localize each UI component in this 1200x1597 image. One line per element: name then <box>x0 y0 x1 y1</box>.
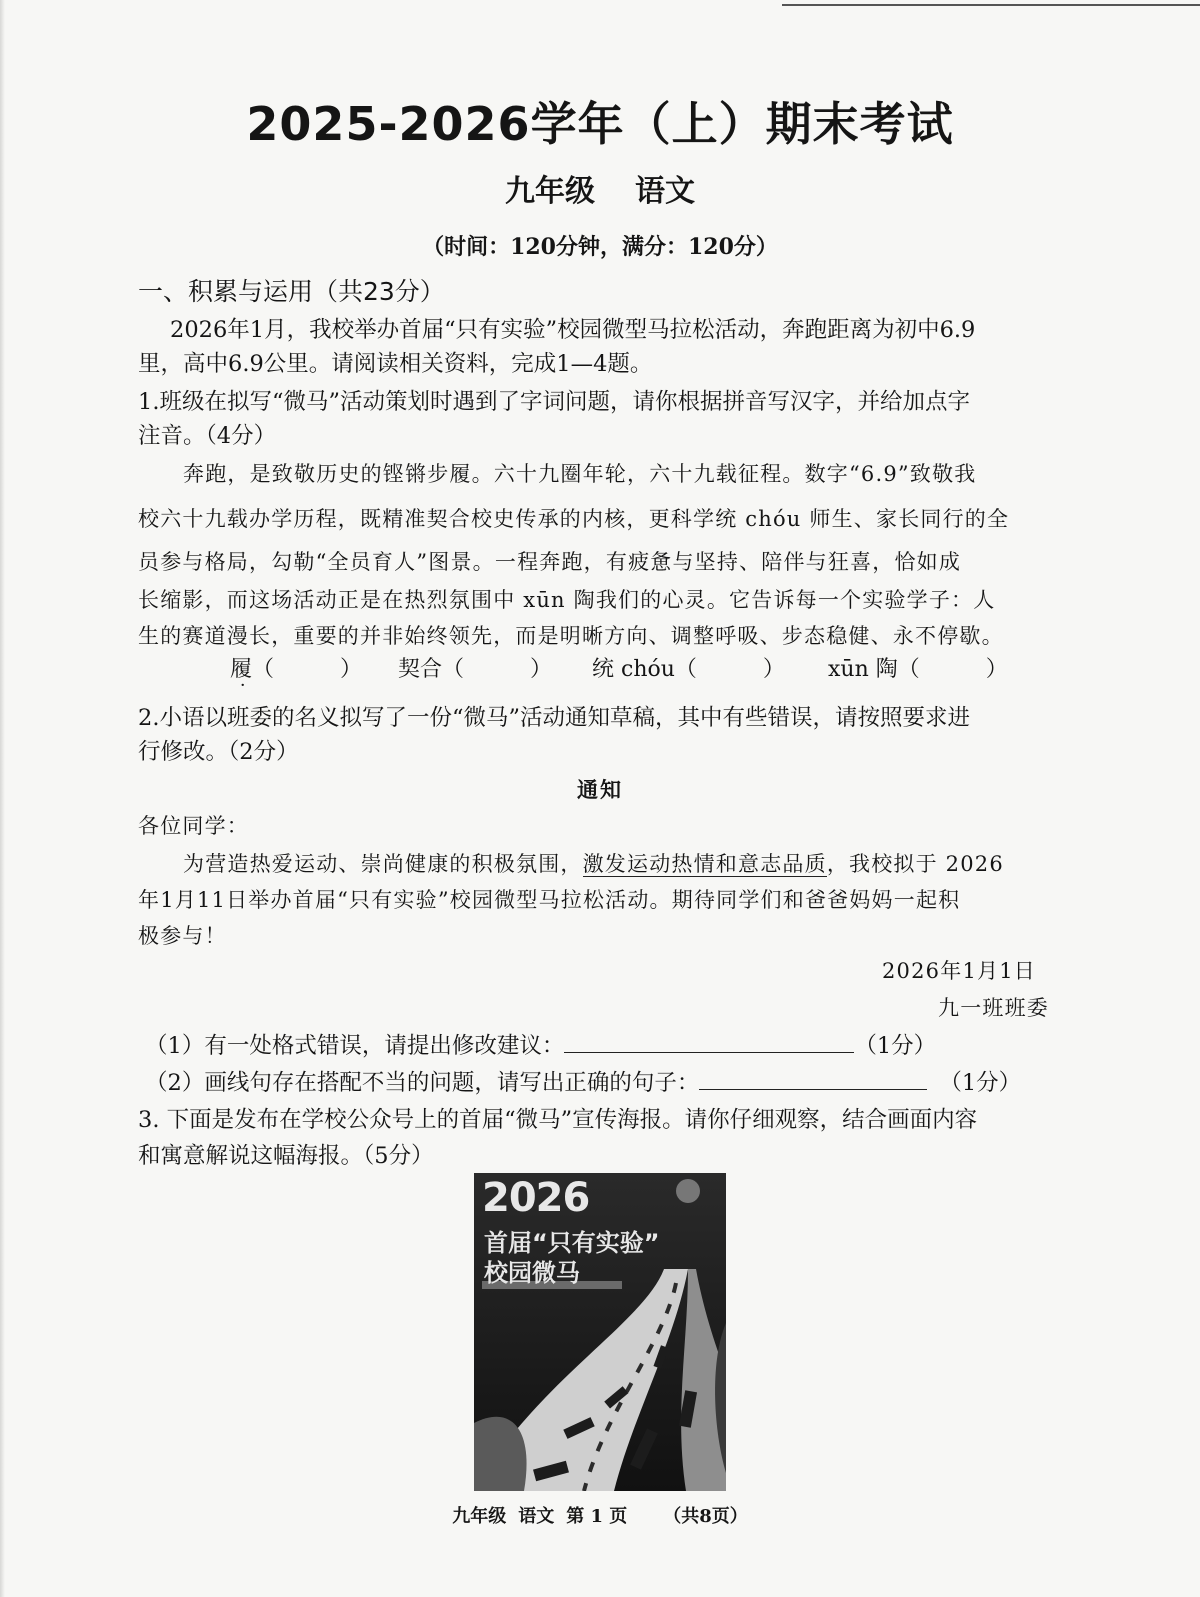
q2-sub2: （2）画线句存在搭配不当的问题，请写出正确的句子： （1分） <box>145 1070 1022 1096</box>
section-heading: 一、积累与运用（共23分） <box>138 277 445 306</box>
q1-answer-item-4: xūn 陶（ ） <box>828 657 1008 682</box>
notice-date: 2026年1月1日 <box>882 959 1036 983</box>
answer-paren[interactable]: （ ） <box>674 657 785 682</box>
exam-title: 2025-2026学年（上）期末考试 <box>246 97 954 151</box>
poster-line-3: 校园微马 <box>484 1259 580 1287</box>
page-footer <box>0 1502 1200 1528</box>
answer-paren[interactable]: （ ） <box>442 657 553 682</box>
notice-title: 通知 <box>577 777 623 802</box>
answer-blank-2[interactable] <box>699 1071 927 1090</box>
q2-prompt-line-2: 行修改。（2分） <box>138 739 299 765</box>
q3-prompt-line-2: 和寓意解说这幅海报。（5分） <box>138 1143 434 1169</box>
q1-passage-line-4: 长缩影，而这场活动正是在热烈氛围中 xūn 陶我们的心灵。它告诉每一个实验学子：人 <box>138 588 996 612</box>
grade-label: 九年级 <box>505 174 595 209</box>
notice-body-line-3: 极参与！ <box>138 924 227 948</box>
top-rule <box>782 4 1200 6</box>
q2-prompt-line-1: 2.小语以班委的名义拟写了一份“微马”活动通知草稿，其中有些错误，请按照要求进 <box>138 705 970 731</box>
time-info: （时间：120分钟，满分：120分） <box>422 234 778 260</box>
notice-body-line-2: 年1月11日举办首届“只有实验”校园微型马拉松活动。期待同学们和爸爸妈妈一起积 <box>138 888 961 912</box>
q1-passage-line-2: 校六十九载办学历程，既精准契合校史传承的内核，更科学统 chóu 师生、家长同行的全 <box>138 507 1010 531</box>
answer-paren[interactable]: （ ） <box>252 657 363 682</box>
intro-line-2: 里，高中6.9公里。请阅读相关资料，完成1—4题。 <box>138 351 653 377</box>
footer-subject: 语文 <box>518 1506 555 1527</box>
footer-page: 第 1 页 <box>566 1506 628 1527</box>
subject-label: 语文 <box>635 174 695 209</box>
notice-body-line-1: 为营造热爱运动、崇尚健康的积极氛围，激发运动热情和意志品质，我校拟于 2026 <box>183 852 1004 876</box>
notice-signature: 九一班班委 <box>938 996 1049 1020</box>
q1-prompt-line-2: 注音。（4分） <box>138 423 277 449</box>
exam-subtitle <box>0 166 1200 210</box>
notice-greeting: 各位同学： <box>138 814 249 838</box>
q1-answer-item-1: 履（ ） <box>230 657 363 682</box>
poster-year: 2026 <box>482 1175 590 1221</box>
intro-line-1: 2026年1月，我校举办首届“只有实验”校园微型马拉松活动，奔跑距离为初中6.9 <box>170 317 976 343</box>
q1-answer-item-2: 契合（ ） <box>398 657 553 682</box>
footer-total: （共8页） <box>663 1506 748 1527</box>
underlined-sentence: 激发运动热情和意志品质 <box>582 852 827 876</box>
q2-sub1: （1）有一处格式错误，请提出修改建议： （1分） <box>145 1033 937 1059</box>
footer-grade: 九年级 <box>452 1506 507 1527</box>
q1-prompt-line-1: 1.班级在拟写“微马”活动策划时遇到了字词问题，请你根据拼音写汉字，并给加点字 <box>138 389 970 415</box>
q3-prompt-line-1: 3. 下面是发布在学校公众号上的首届“微马”宣传海报。请你仔细观察，结合画面内容 <box>138 1107 978 1133</box>
q1-passage-line-5: 生的赛道漫长，重要的并非始终领先，而是明晰方向、调整呼吸、步态稳健、永不停歇。 <box>138 624 1004 648</box>
q1-passage-line-1: 奔跑，是致敬历史的铿锵步履。六十九圈年轮，六十九载征程。数字“6.9”致敬我 <box>183 462 977 486</box>
answer-blank-1[interactable] <box>564 1034 854 1053</box>
answer-paren[interactable]: （ ） <box>897 657 1008 682</box>
marathon-poster <box>474 1173 726 1491</box>
poster-line-2: 首届“只有实验” <box>484 1229 660 1257</box>
q1-answer-item-3: 统 chóu（ ） <box>592 657 785 682</box>
q1-passage-line-3: 员参与格局，勾勒“全员育人”图景。一程奔跑，有疲惫与坚持、陪伴与狂喜，恰如成 <box>138 550 962 574</box>
